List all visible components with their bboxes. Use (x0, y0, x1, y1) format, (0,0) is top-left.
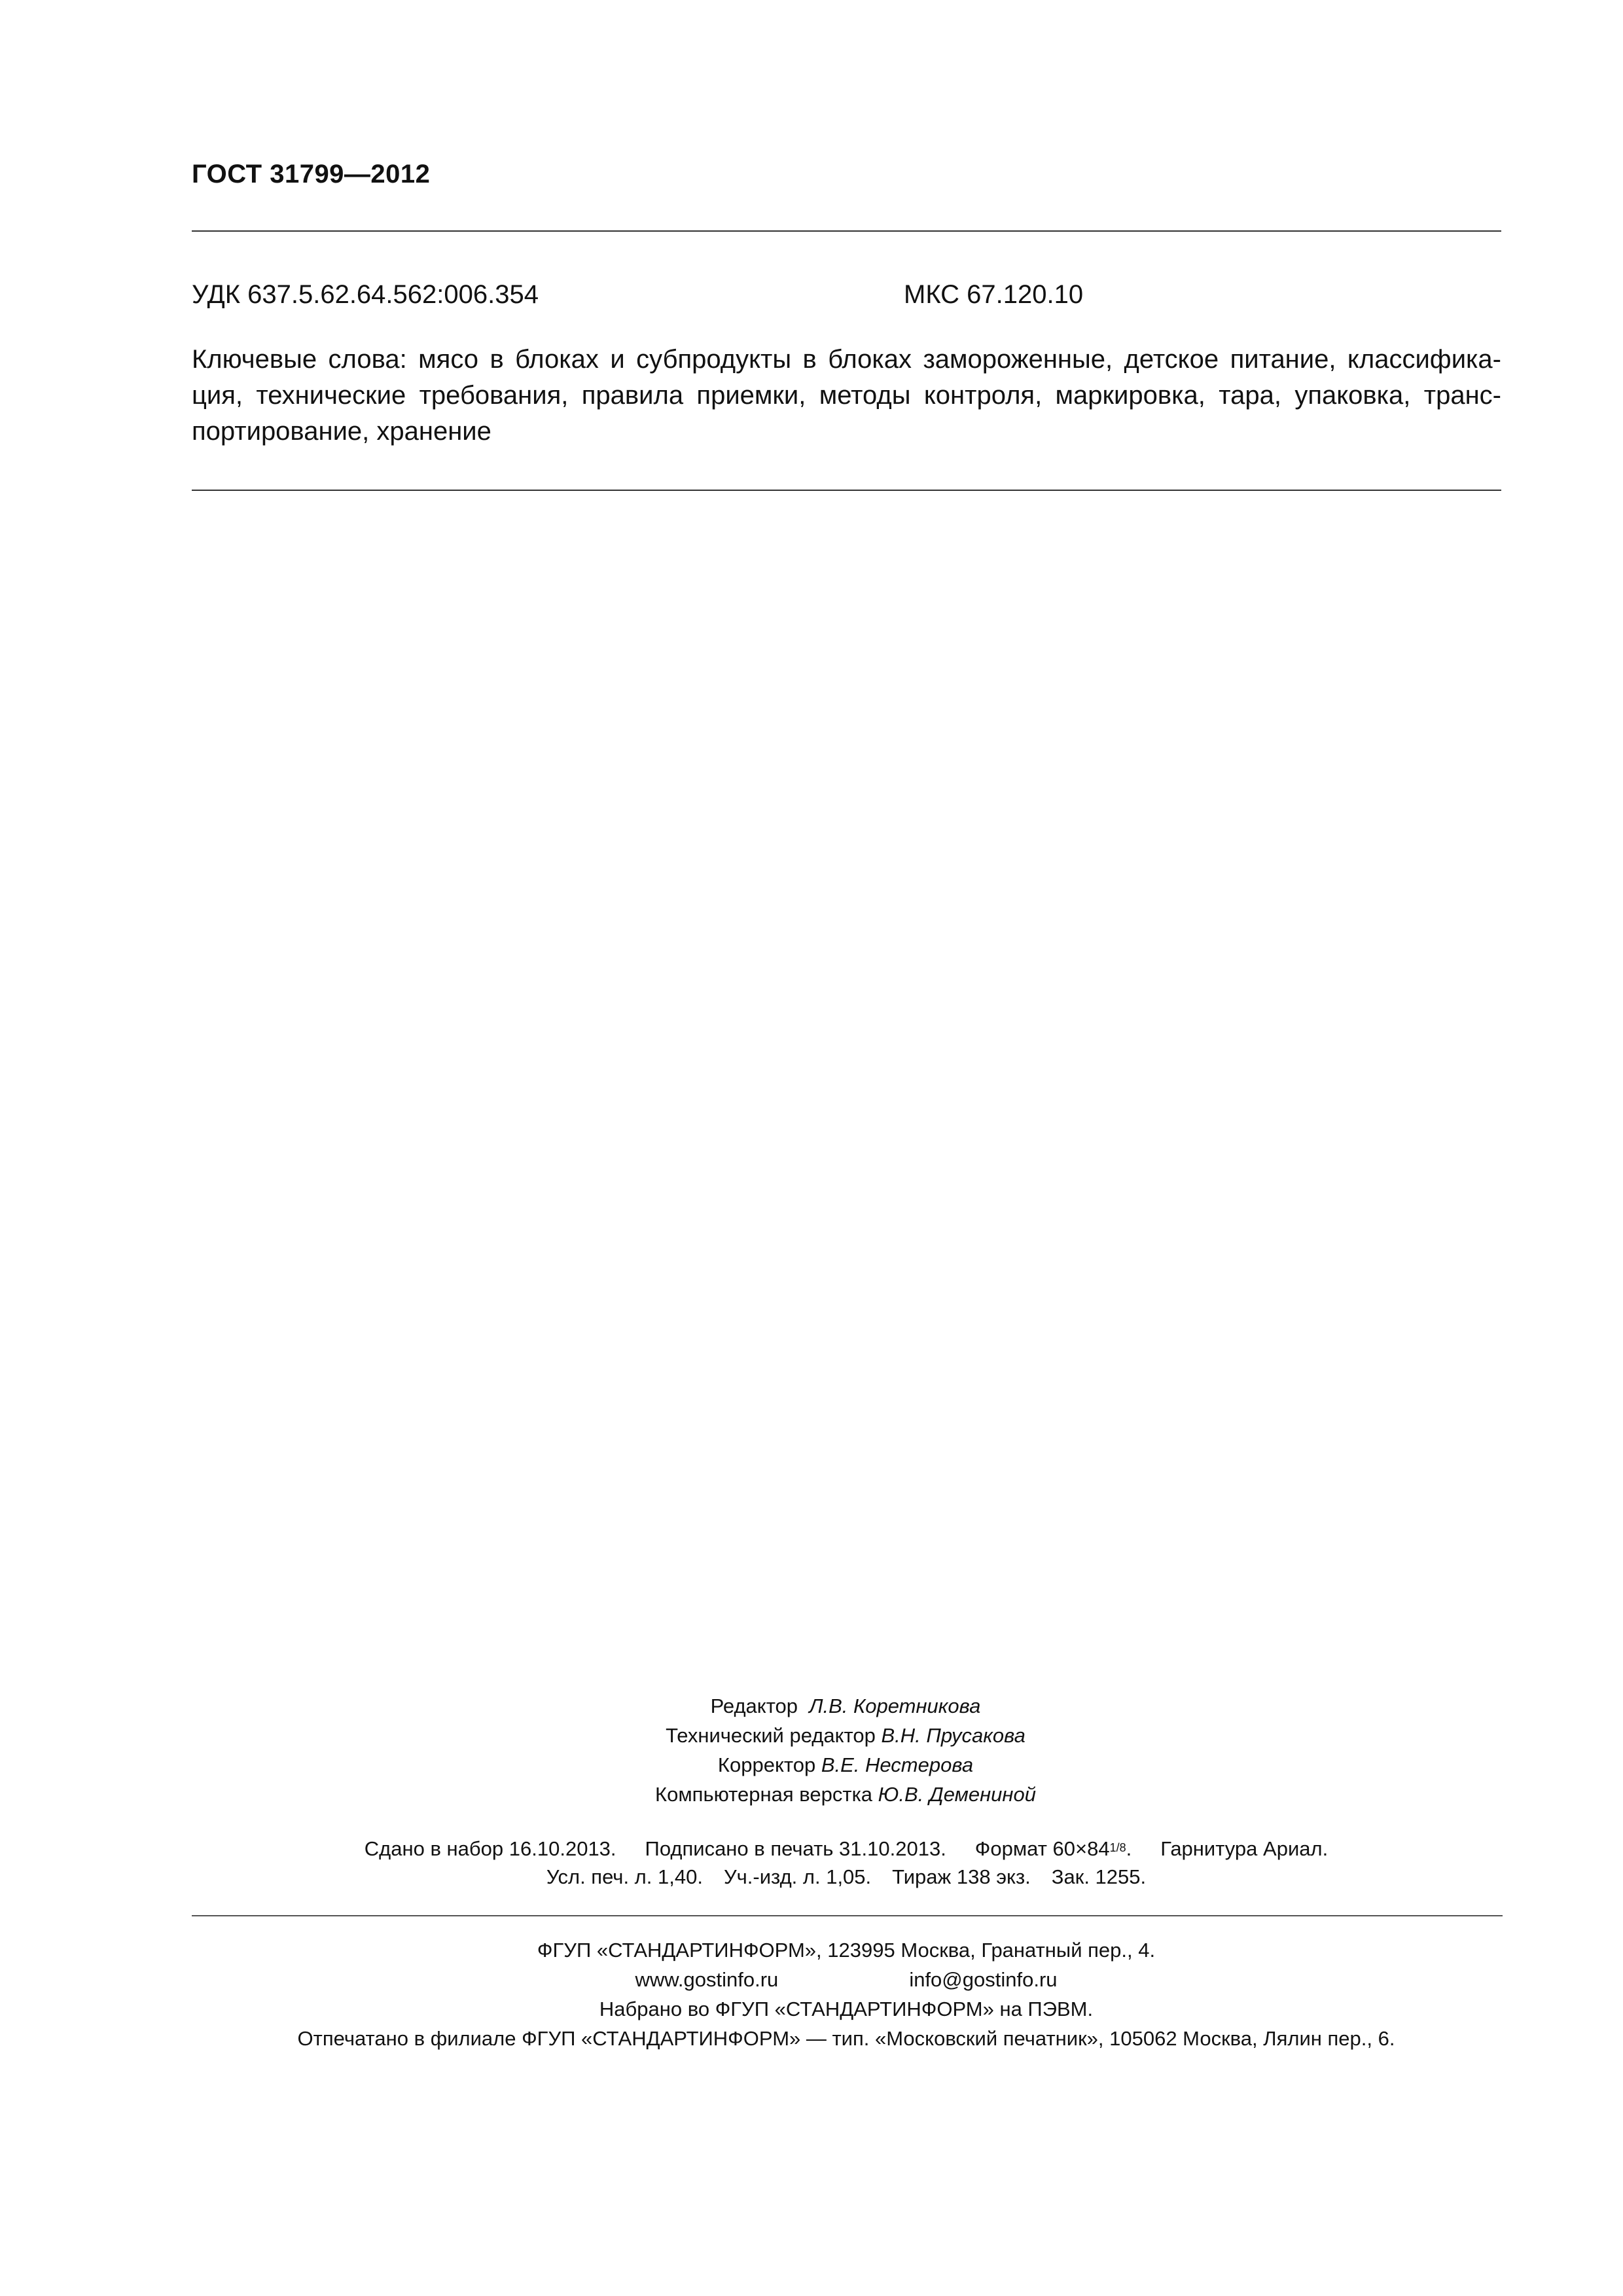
pub-sheets: Уч.-изд. л. 1,05. (723, 1865, 872, 1888)
udk-code: УДК 637.5.62.64.562:006.354 (192, 280, 539, 309)
keywords-line-3: портирование, хранение (192, 417, 491, 446)
print-sheets: Усл. печ. л. 1,40. (546, 1865, 703, 1888)
document-code: ГОСТ 31799—2012 (192, 160, 431, 188)
tech-editor-name: В.Н. Прусакова (881, 1724, 1026, 1747)
imprint-line-2 (546, 1865, 1146, 1889)
order-number: Зак. 1255. (1051, 1865, 1147, 1888)
tech-editor-role: Технический редактор (666, 1724, 876, 1747)
format-fraction: 1/8 (1109, 1841, 1126, 1854)
keywords-block (192, 342, 1501, 450)
corrector-credit (718, 1753, 973, 1777)
editor-credit (711, 1695, 981, 1718)
tech-editor-credit (666, 1724, 1026, 1748)
signed-date: Подписано в печать 31.10.2013. (645, 1837, 946, 1860)
editor-name: Л.В. Коретникова (809, 1695, 981, 1717)
submitted-date: Сдано в набор 16.10.2013. (364, 1837, 616, 1860)
corrector-role: Корректор (717, 1753, 816, 1776)
keywords-line-1: Ключевые слова: мясо в блоках и субпродукты в блоках замороженные, детское питание, классифика- (192, 345, 1501, 374)
footer-divider (192, 1915, 1503, 1916)
top-divider (192, 230, 1501, 232)
publisher-address: ФГУП «СТАНДАРТИНФОРМ», 123995 Москва, Гранатный пер., 4. (537, 1939, 1156, 1962)
editor-role: Редактор (710, 1695, 798, 1717)
typeface: Гарнитура Ариал. (1160, 1837, 1329, 1860)
format: Формат 60×84 (974, 1837, 1110, 1860)
mks-code: МКС 67.120.10 (904, 280, 1084, 309)
layout-role: Компьютерная верстка (655, 1783, 873, 1806)
email-link[interactable]: info@gostinfo.ru (909, 1968, 1058, 1991)
typeset-note: Набрано во ФГУП «СТАНДАРТИНФОРМ» на ПЭВМ. (599, 1998, 1094, 2020)
website-link[interactable]: www.gostinfo.ru (635, 1968, 779, 1991)
publisher-contacts (635, 1968, 1057, 1992)
imprint-line-1: Сдано в набор 16.10.2013. Подписано в печать 31.10.2013. Формат 60×841/8. Гарнитура Ариал. (364, 1837, 1329, 1860)
corrector-name: В.Е. Нестерова (821, 1753, 974, 1776)
keywords-divider (192, 490, 1501, 491)
layout-name: Ю.В. Демениной (878, 1783, 1036, 1806)
keywords-line-2: ция, технические требования, правила приемки, методы контроля, маркировка, тара, упаковка, транс- (192, 381, 1501, 410)
printed-note: Отпечатано в филиале ФГУП «СТАНДАРТИНФОРМ» — тип. «Московский печатник», 105062 Москва, Лялин пер., 6. (297, 2027, 1395, 2050)
layout-credit (655, 1783, 1036, 1806)
circulation: Тираж 138 экз. (892, 1865, 1031, 1888)
